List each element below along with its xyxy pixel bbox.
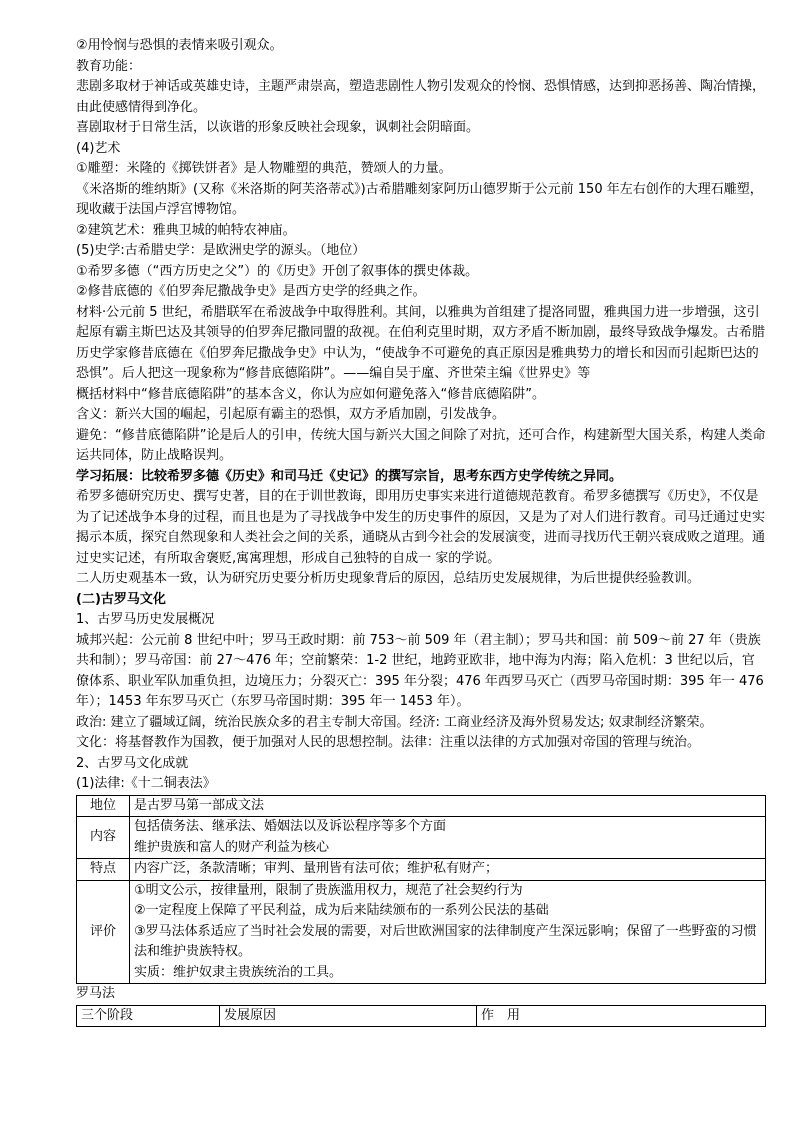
content-line: 实质：维护奴隶主贵族统治的工具。: [134, 964, 343, 980]
paragraph: 避免：“修昔底德陷阱”论是后人的引申，传统大国与新兴大国之间除了对抗，还可合作，构建新型大国关系，构建人类命运共同体，防止战略误判。: [76, 427, 766, 463]
row-content: [130, 859, 766, 881]
paragraph: (5)史学:古希腊史学：是欧洲史学的源头。（地位）: [76, 243, 366, 258]
content-line: ②一定程度上保障了平民利益，成为后来陆续颁布的一系列公民法的基础: [134, 903, 549, 918]
section-heading: (二)古罗马文化: [76, 591, 166, 607]
table-header-row: [77, 1005, 766, 1027]
row-label: 内容: [77, 817, 130, 859]
row-content: [130, 817, 766, 859]
row-label: 评价: [77, 880, 130, 984]
header-cell-phase: 三个阶段: [77, 1005, 220, 1027]
paragraph: 文化：将基督教作为国教，便于加强对人民的思想控制。法律：注重以法律的方式加强对帝国的管理与统治。: [76, 735, 701, 750]
content-line: ③罗马法体系适应了当时社会发展的需要，对后世欧洲国家的法律制度产生深远影响；保留了一些野蛮的习惯法和维护贵族特权。: [134, 923, 757, 959]
table-row: [77, 880, 766, 984]
paragraph: 希罗多德研究历史、撰写史著，目的在于训世教诲，即用历史事实来进行道德规范教育。希罗多德撰写《历史》，不仅是为了记述战争本身的过程，而且也是为了寻找战争中发生的历史事件的原因，又是为了对人们进行教育。司马迁通过史实揭示本质，探究自然现象和人类社会之间的关系，通晓从古到今社会的发展演变，进而寻找历代王朝兴衰成败之道理。通过史实记述，有所取舍褒贬,寓寓理想，形成自己独特的自成一 家的学说。: [76, 489, 766, 566]
row-content: [130, 880, 766, 984]
paragraph: (1)法律:《十二铜表法》: [76, 776, 216, 791]
content-line: 包括债务法、继承法、婚姻法以及诉讼程序等多个方面: [134, 819, 447, 834]
row-label: 特点: [77, 859, 130, 881]
content-line: 是古罗马第一部成文法: [134, 797, 265, 813]
section-heading: 学习拓展：比较希罗多德《历史》和司马迁《史记》的撰写宗旨，思考东西方史学传统之异同。: [76, 468, 623, 484]
twelve-tables-table: [76, 795, 766, 985]
table-row: [77, 795, 766, 817]
paragraph: 喜剧取材于日常生活，以诙谐的形象反映社会现象，讽刺社会阴暗面。: [76, 120, 480, 135]
content-line: 内容广泛，条款清晰；审判、量刑皆有法可依；维护私有财产；: [134, 861, 499, 876]
roman-law-heading: 罗马法: [76, 986, 116, 1001]
paragraph: 教育功能：: [76, 58, 142, 74]
paragraph: 2、古罗马文化成就: [76, 755, 189, 771]
content-line: ①明文公示，按律量刑，限制了贵族滥用权力，规范了社会契约行为: [134, 882, 523, 898]
row-content: [130, 795, 766, 817]
table-row: [77, 817, 766, 859]
paragraph: 城邦兴起：公元前 8 世纪中叶；罗马王政时期：前 753～前 509 年（君主制）；罗马共和国：前 509～前 27 年（贵族共和制）；罗马帝国：前 27～476 年；空前繁荣：1-2 世纪，地跨亚欧非，地中海为内海；陷入危机：3 世纪以后，官僚体系、职业军队加重负担，边境压力；分裂灭亡：395 年分裂；476 年西罗马灭亡（西罗马帝国时期：395 年一 476 年）；1453 年东罗马灭亡（东罗马帝国时期：395 年一 1453 年）。: [76, 632, 764, 709]
paragraph: 政治: 建立了疆域辽阔，统治民族众多的君主专制大帝国。经济: 工商业经济及海外贸易发达; 奴隶制经济繁荣。: [76, 714, 713, 730]
row-label: 地位: [77, 795, 130, 817]
paragraph: ②建筑艺术：雅典卫城的帕特农神庙。: [76, 222, 296, 238]
paragraph: 《米洛斯的维纳斯》(又称《米洛斯的阿芙洛蒂忒》)古希腊雕刻家阿历山德罗斯于公元前 150 年左右创作的大理石雕塑，现收藏于法国卢浮宫博物馆。: [76, 181, 763, 217]
paragraph: (4)艺术: [76, 140, 121, 156]
paragraph: ①雕塑：米隆的《掷铁饼者》是人物雕塑的典范，赞颂人的力量。: [76, 161, 452, 176]
document-page: [76, 36, 766, 1027]
paragraph: ②修昔底德的《伯罗奔尼撒战争史》是西方史学的经典之作。: [76, 284, 426, 299]
paragraph: 1、古罗马历史发展概况: [76, 612, 215, 627]
paragraph: 二人历史观基本一致，认为研究历史要分析历史现象背后的原因，总结历史发展规律，为后世提供经验教训。: [76, 571, 701, 586]
paragraph: 悲剧多取材于神话或英雄史诗，主题严肃崇高，塑造悲剧性人物引发观众的怜悯、恐惧情感，达到抑恶扬善、陶冶情操，由此使感情得到净化。: [76, 79, 766, 115]
roman-law-phases-table: [76, 1005, 766, 1028]
content-line: 维护贵族和富人的财产利益为核心: [134, 839, 330, 855]
header-cell-effect: 作 用: [477, 1005, 766, 1027]
table-row: [77, 859, 766, 881]
document-body: [76, 36, 766, 795]
header-cell-reason: 发展原因: [220, 1005, 477, 1027]
paragraph: ②用怜悯与恐惧的表情来吸引观众。: [76, 38, 283, 53]
paragraph: ①希罗多德（“西方历史之父”）的《历史》开创了叙事体的撰史体裁。: [76, 263, 479, 279]
paragraph: 概括材料中“修昔底德陷阱”的基本含义，你认为应如何避免落入“修昔底德陷阱”。: [76, 386, 545, 402]
paragraph: 材料·公元前 5 世纪，希腊联军在希波战争中取得胜利。其间，以雅典为首组建了提洛同盟，雅典国力进一步增强，这引起原有霸主斯巴达及其领导的伯罗奔尼撒同盟的敌视。在伯利克里时期，双方矛盾不断加剧，最终导致战争爆发。古希腊历史学家修昔底德在《伯罗奔尼撒战争史》中认为，“使战争不可避免的真正原因是雅典势力的增长和因而引起斯巴达的恐惧”。后人把这一现象称为“修昔底德陷阱”。——编自吴于廑、齐世荣主编《世界史》等: [76, 304, 766, 381]
paragraph: 含义：新兴大国的崛起，引起原有霸主的恐惧，双方矛盾加剧，引发战争。: [76, 407, 506, 422]
